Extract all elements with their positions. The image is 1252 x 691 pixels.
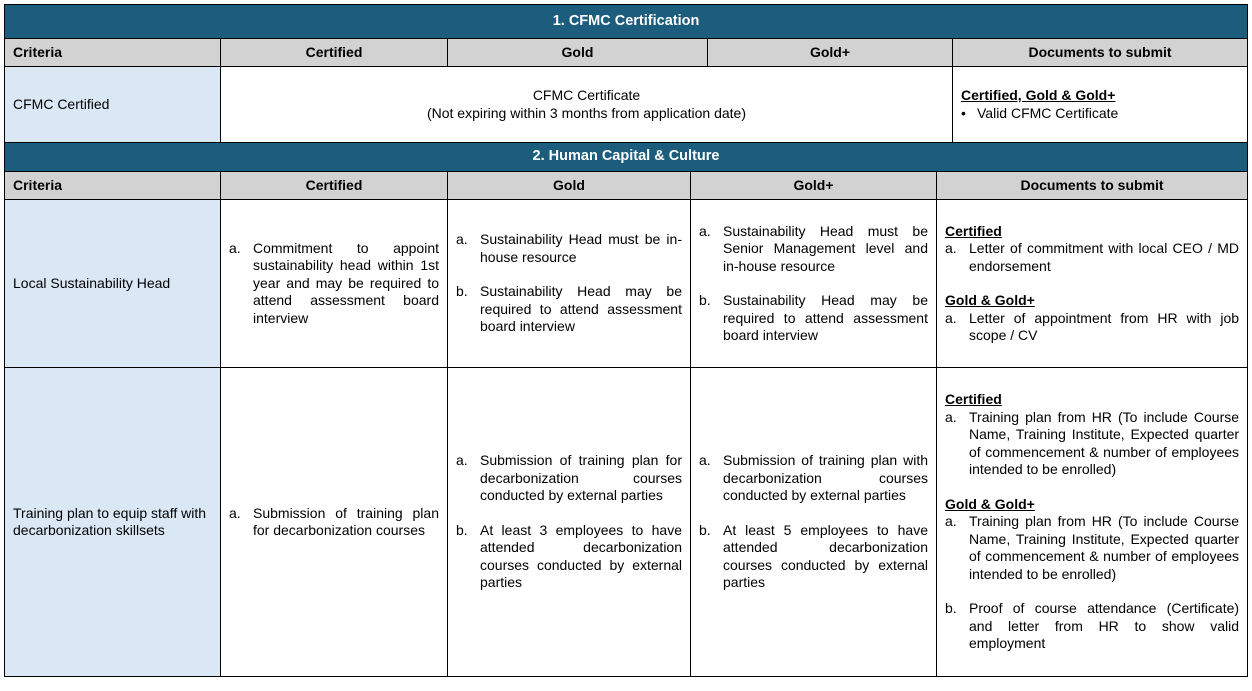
list-item [699, 292, 928, 345]
header-documents: Documents to submit [937, 172, 1248, 200]
list-item [456, 522, 682, 592]
docs-heading: Certified, Gold & Gold+ [961, 87, 1116, 103]
section-title: 2. Human Capital & Culture [5, 143, 1248, 172]
list-item [456, 283, 682, 336]
list-text: Submission of training plan for decarbonization courses conducted by external parties [480, 452, 682, 504]
item-list [945, 240, 1239, 275]
list-marker: a. [699, 222, 711, 239]
item-list [229, 505, 439, 540]
documents-cell [953, 67, 1248, 143]
item-list [699, 452, 928, 592]
documents-cell [937, 200, 1248, 368]
list-marker: a. [456, 231, 468, 248]
list-text: Letter of appointment from HR with job scope / CV [969, 309, 1240, 343]
requirement-line: (Not expiring within 3 months from application date) [426, 104, 747, 121]
list-spacer [456, 266, 682, 283]
header-gold-plus: Gold+ [691, 172, 937, 200]
list-item [945, 310, 1239, 345]
section-title: 1. CFMC Certification [5, 5, 1248, 39]
list-text: Commitment to appoint sustainability head within 1st year and may be required to attend assessment board interview [253, 239, 439, 326]
list-spacer [699, 275, 928, 292]
requirement-line: CFMC Certificate [532, 87, 641, 103]
list-text: Sustainability Head must be in-house resource [480, 231, 682, 265]
list-marker: a. [945, 513, 957, 530]
list-marker: a. [699, 452, 711, 469]
docs-heading: Certified [945, 391, 1002, 408]
list-marker: b. [456, 283, 468, 300]
list-text: Proof of course attendance (Certificate) and letter from HR to show valid employment [969, 600, 1240, 652]
list-marker: a. [945, 408, 957, 425]
list-text: At least 3 employees to have attended decarbonization courses conducted by external parties [480, 521, 682, 591]
item-list [945, 409, 1239, 479]
list-marker: b. [456, 521, 468, 538]
list-spacer [699, 505, 928, 522]
list-marker: a. [945, 309, 957, 326]
header-gold: Gold [448, 172, 691, 200]
list-text: At least 5 employees to have attended decarbonization courses conducted by external parties [723, 521, 928, 591]
list-marker: a. [456, 452, 468, 469]
certified-cell [221, 200, 448, 368]
list-item [699, 522, 928, 592]
list-item [229, 505, 439, 540]
criteria-cell: Training plan to equip staff with decarbonization skillsets [5, 368, 221, 677]
criteria-cell: Local Sustainability Head [5, 200, 221, 368]
docs-heading: Gold & Gold+ [945, 495, 1035, 512]
list-marker: a. [229, 239, 241, 256]
list-item [945, 513, 1239, 583]
table-row [5, 67, 1248, 143]
list-item [699, 452, 928, 505]
list-text: Letter of commitment with local CEO / MD endorsement [969, 240, 1240, 274]
criteria-cell: CFMC Certified [5, 67, 221, 143]
list-text: Sustainability Head may be required to attend assessment board interview [723, 292, 928, 343]
list-item: • Valid CFMC Certificate [961, 104, 1119, 121]
header-gold-plus: Gold+ [708, 39, 953, 67]
list-text: Submission of training plan with decarbonization courses conducted by external parties [723, 452, 928, 504]
header-criteria: Criteria [5, 39, 221, 67]
list-marker: b. [699, 292, 711, 308]
list-spacer [456, 505, 682, 522]
human-capital-table [4, 142, 1248, 677]
item-list [945, 513, 1239, 653]
header-certified: Certified [221, 172, 448, 200]
gold-cell [448, 200, 691, 368]
item-list [456, 231, 682, 336]
gold-plus-cell [691, 200, 937, 368]
list-marker: b. [699, 521, 711, 538]
item-list [456, 452, 682, 592]
certified-cell [221, 368, 448, 677]
list-marker: a. [229, 504, 241, 521]
list-text: Training plan from HR (To include Course Name, Training Institute, Expected quarter of commencement & number of employees intended to be enrolled) [969, 513, 1240, 582]
requirement-cell [221, 67, 953, 143]
table-row [5, 368, 1248, 677]
document [4, 4, 1247, 677]
list-item [456, 452, 682, 505]
list-text: Training plan from HR (To include Course Name, Training Institute, Expected quarter of commencement & number of employees intended to be enrolled) [969, 408, 1240, 478]
header-gold: Gold [448, 39, 708, 67]
list-item [229, 240, 439, 328]
cfmc-certification-table [4, 4, 1248, 143]
item-list [945, 310, 1239, 345]
header-row [5, 172, 1248, 200]
documents-cell [937, 368, 1248, 677]
list-item [945, 600, 1239, 653]
header-criteria: Criteria [5, 172, 221, 200]
list-text: Submission of training plan for decarbonization courses [253, 504, 439, 538]
list-text: Sustainability Head may be required to attend assessment board interview [480, 283, 682, 335]
header-row [5, 39, 1248, 67]
item-list [229, 240, 439, 328]
table-row [5, 200, 1248, 368]
list-text: Sustainability Head must be Senior Management level and in-house resource [723, 222, 928, 274]
list-item [945, 409, 1239, 479]
gold-cell [448, 368, 691, 677]
list-spacer [945, 583, 1239, 600]
list-item [456, 231, 682, 266]
item-list [699, 223, 928, 345]
docs-heading: Gold & Gold+ [945, 292, 1035, 308]
docs-heading: Certified [945, 222, 1002, 239]
header-documents: Documents to submit [953, 39, 1248, 67]
list-marker: a. [945, 240, 957, 256]
list-marker: b. [945, 600, 957, 617]
header-certified: Certified [221, 39, 448, 67]
gold-plus-cell [691, 368, 937, 677]
list-item [945, 240, 1239, 275]
list-item [699, 223, 928, 276]
